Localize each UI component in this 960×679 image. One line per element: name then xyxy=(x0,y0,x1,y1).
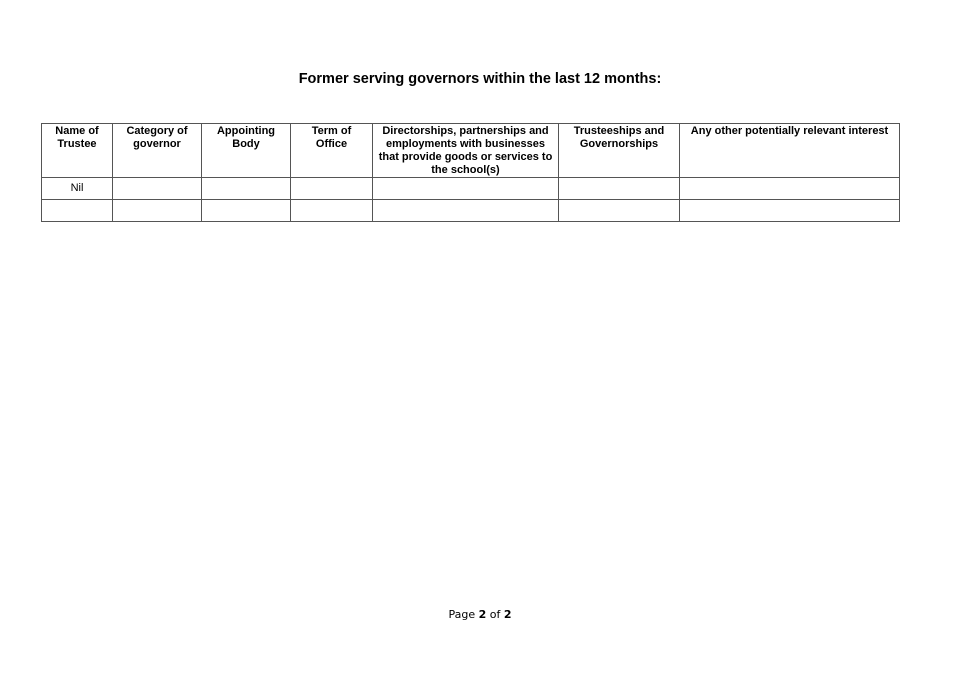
column-header-term-of-office: Term of Office xyxy=(291,124,373,178)
table-cell xyxy=(559,178,680,200)
column-header-name-of-trustee: Name of Trustee xyxy=(42,124,113,178)
column-header-directorships: Directorships, partnerships and employments with businesses that provide goods or services to the school(s) xyxy=(373,124,559,178)
table-cell xyxy=(202,200,291,222)
table-header-row xyxy=(42,124,900,178)
page-label: Page xyxy=(448,608,476,621)
table-cell: Nil xyxy=(42,178,113,200)
table-cell xyxy=(291,178,373,200)
table-cell xyxy=(291,200,373,222)
table-cell xyxy=(42,200,113,222)
column-header-appointing-body: Appointing Body xyxy=(202,124,291,178)
table-row xyxy=(42,178,900,200)
column-header-category-of-governor: Category of governor xyxy=(113,124,202,178)
page-footer xyxy=(0,607,960,623)
table-cell xyxy=(202,178,291,200)
table-cell xyxy=(559,200,680,222)
page-of-label: of xyxy=(489,608,501,621)
column-header-other-interest: Any other potentially relevant interest xyxy=(680,124,900,178)
table-cell xyxy=(113,178,202,200)
table-cell xyxy=(373,178,559,200)
current-page-number: 2 xyxy=(478,608,487,621)
table-cell xyxy=(680,200,900,222)
column-header-trusteeships: Trusteeships and Governorships xyxy=(559,124,680,178)
table-cell xyxy=(113,200,202,222)
table-cell xyxy=(373,200,559,222)
table-cell xyxy=(680,178,900,200)
governors-table-container xyxy=(41,123,899,222)
governors-table xyxy=(41,123,900,222)
total-page-number: 2 xyxy=(503,608,512,621)
table-row xyxy=(42,200,900,222)
page-title: Former serving governors within the last 12 months: xyxy=(298,71,662,87)
